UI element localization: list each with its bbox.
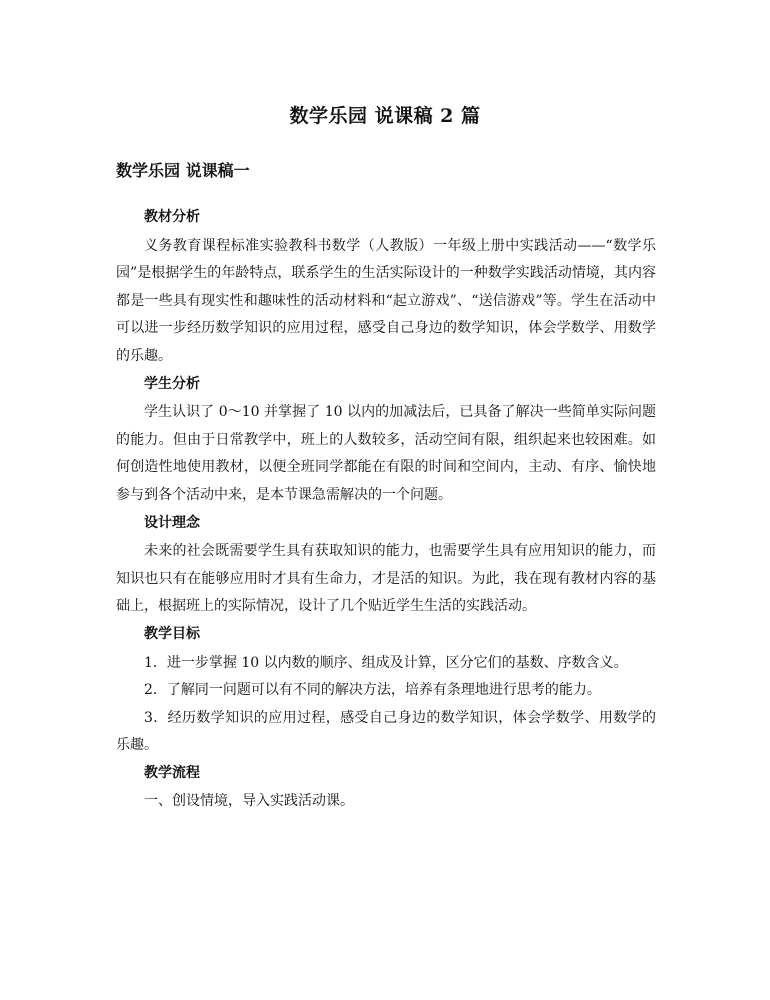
document-body <box>116 204 656 816</box>
paragraph-goal-3: 3．经历数学知识的应用过程，感受自己身边的数学知识，体会学数学、用数学的乐趣。 <box>116 709 656 754</box>
section-title: 数学乐园 说课稿一 <box>116 161 250 180</box>
heading-student-analysis: 学生分析 <box>144 375 200 392</box>
heading-teaching-goals: 教学目标 <box>144 625 200 642</box>
heading-design-concept: 设计理念 <box>144 514 200 531</box>
paragraph-goal-2: 2．了解同一问题可以有不同的解决方法，培养有条理地进行思考的能力。 <box>144 682 601 699</box>
heading-textbook-analysis: 教材分析 <box>144 209 200 225</box>
paragraph-design-concept: 未来的社会既需要学生具有获取知识的能力，也需要学生具有应用知识的能力，而知识也只有在能够应用时才具有生命力，才是活的知识。为此，我在现有教材内容的基础上，根据班上的实际情况，设计了几个贴近学生生活的实践活动。 <box>116 543 656 615</box>
paragraph-textbook-analysis: 义务教育课程标准实验教科书数学（人教版）一年级上册中实践活动——“数学乐园”是根据学生的年龄特点，联系学生的生活实际设计的一种数学实践活动情境，其内容都是一些具有现实性和趣味性的活动材料和“起立游戏”、“送信游戏”等。学生在活动中可以进一步经历数学知识的应用过程，感受自己身边的数学知识，体会学数学、用数学的乐趣。 <box>116 237 656 364</box>
paragraph-process-1: 一、创设情境，导入实践活动课。 <box>144 793 354 810</box>
heading-teaching-process: 教学流程 <box>144 764 200 781</box>
paragraph-goal-1: 1．进一步掌握 10 以内数的顺序、组成及计算，区分它们的基数、序数含义。 <box>144 654 628 671</box>
document-title: 数学乐园 说课稿 2 篇 <box>289 105 481 127</box>
paragraph-student-analysis: 学生认识了 0～10 并掌握了 10 以内的加减法后，已具备了解决一些简单实际问题的能力。但由于日常教学中，班上的人数较多，活动空间有限，组织起来也较困难。如何创造性地使用教材，以便全班同学都能在有限的时间和空间内，主动、有序、愉快地参与到各个活动中来，是本节课急需解决的一个问题。 <box>116 404 656 503</box>
